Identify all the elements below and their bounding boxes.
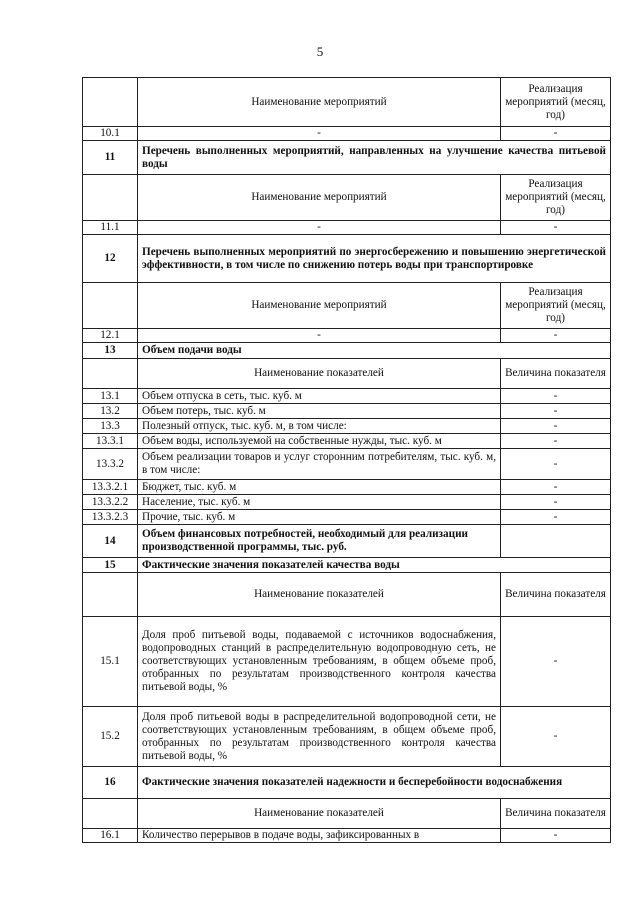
column-header-name: Наименование показателей (138, 573, 501, 617)
table-subheader-row (83, 359, 611, 389)
section-number: 12 (83, 235, 138, 283)
row-number: 11.1 (83, 221, 138, 235)
table-subheader-row (83, 78, 611, 127)
section-number: 15 (83, 558, 138, 573)
row-number: 12.1 (83, 329, 138, 343)
row-text: Доля проб питьевой воды в распределительной водопроводной сети, не соответствующих установленным требованиям, в общем объеме проб, отобранных по результатам производственного контроля качества питьевой воды, % (138, 707, 501, 767)
row-number: 13.3.2 (83, 449, 138, 480)
row-number: 13.3.2.3 (83, 510, 138, 525)
empty-cell (83, 799, 138, 829)
table-row (83, 419, 611, 434)
table-row (83, 389, 611, 404)
section-title: Объем финансовых потребностей, необходимый для реализации производственной программы, тыс. руб. (138, 525, 501, 558)
column-header-value: Величина показателя (501, 573, 611, 617)
row-number: 13.3.2.2 (83, 495, 138, 510)
row-number: 13.2 (83, 404, 138, 419)
table-row (83, 329, 611, 343)
row-value: - (501, 495, 611, 510)
page-number: 5 (316, 44, 324, 59)
empty-cell (83, 78, 138, 127)
table-row (83, 449, 611, 480)
section-row (83, 767, 611, 799)
row-text: Доля проб питьевой воды, подаваемой с источников водоснабжения, водопроводных станций в распределительную водопроводную сеть, не соответствующих установленным требованиям, в общем объеме проб, отобранных по результатам производственного контроля качества питьевой воды, % (138, 617, 501, 707)
row-number: 15.2 (83, 707, 138, 767)
section-title: Объем подачи воды (138, 343, 611, 359)
row-text: Бюджет, тыс. куб. м (138, 480, 501, 495)
table-row (83, 510, 611, 525)
section-row (83, 141, 611, 175)
row-value: - (501, 329, 611, 343)
row-value: - (501, 449, 611, 480)
section-number: 16 (83, 767, 138, 799)
row-value: - (501, 434, 611, 449)
row-value: - (501, 389, 611, 404)
section-number: 13 (83, 343, 138, 359)
section-title: Перечень выполненных мероприятий, направленных на улучшение качества питьевой воды (138, 141, 611, 175)
row-text: Объем воды, используемой на собственные нужды, тыс. куб. м (138, 434, 501, 449)
row-number: 10.1 (83, 127, 138, 141)
table-row (83, 495, 611, 510)
section-row (83, 558, 611, 573)
row-text: Прочие, тыс. куб. м (138, 510, 501, 525)
row-value: - (501, 480, 611, 495)
column-header-value: Реализация мероприятий (месяц, год) (501, 175, 611, 221)
row-text: - (138, 221, 501, 235)
row-number: 16.1 (83, 829, 138, 843)
row-text: Население, тыс. куб. м (138, 495, 501, 510)
table-row (83, 221, 611, 235)
row-text: - (138, 127, 501, 141)
column-header-value: Реализация мероприятий (месяц, год) (501, 78, 611, 127)
column-header-name: Наименование мероприятий (138, 78, 501, 127)
column-header-value: Реализация мероприятий (месяц, год) (501, 283, 611, 329)
column-header-value: Величина показателя (501, 799, 611, 829)
section-number: 11 (83, 141, 138, 175)
section-title: Перечень выполненных мероприятий по энергосбережению и повышению энергетической эффективности, в том числе по снижению потерь воды при транспортировке (138, 235, 611, 283)
section-title: Фактические значения показателей качества воды (138, 558, 611, 573)
row-text: Количество перерывов в подаче воды, зафиксированных в (138, 829, 501, 843)
table-subheader-row (83, 573, 611, 617)
column-header-name: Наименование мероприятий (138, 175, 501, 221)
row-text: Объем реализации товаров и услуг сторонним потребителям, тыс. куб. м, в том числе: (138, 449, 501, 480)
production-program-table (82, 77, 611, 843)
section-title: Фактические значения показателей надежности и бесперебойности водоснабжения (138, 767, 611, 799)
row-text: Объем потерь, тыс. куб. м (138, 404, 501, 419)
row-number: 13.3 (83, 419, 138, 434)
column-header-value: Величина показателя (501, 359, 611, 389)
empty-cell (83, 283, 138, 329)
row-value: - (501, 707, 611, 767)
column-header-name: Наименование показателей (138, 799, 501, 829)
empty-cell (83, 573, 138, 617)
table-row (83, 127, 611, 141)
table-row (83, 434, 611, 449)
section-row (83, 525, 611, 558)
row-value: - (501, 617, 611, 707)
row-number: 15.1 (83, 617, 138, 707)
row-text: Объем отпуска в сеть, тыс. куб. м (138, 389, 501, 404)
column-header-name: Наименование мероприятий (138, 283, 501, 329)
table-subheader-row (83, 175, 611, 221)
table-row (83, 404, 611, 419)
column-header-name: Наименование показателей (138, 359, 501, 389)
row-number: 13.3.2.1 (83, 480, 138, 495)
row-value: - (501, 829, 611, 843)
row-number: 13.1 (83, 389, 138, 404)
empty-cell (83, 175, 138, 221)
table-row (83, 829, 611, 843)
table-row (83, 617, 611, 707)
table-subheader-row (83, 799, 611, 829)
row-value: - (501, 419, 611, 434)
section-number: 14 (83, 525, 138, 558)
row-text: - (138, 329, 501, 343)
section-row (83, 235, 611, 283)
row-value: - (501, 127, 611, 141)
row-number: 13.3.1 (83, 434, 138, 449)
empty-cell (83, 359, 138, 389)
row-text: Полезный отпуск, тыс. куб. м, в том числе: (138, 419, 501, 434)
row-value: - (501, 221, 611, 235)
table-row (83, 707, 611, 767)
row-value: - (501, 404, 611, 419)
section-row (83, 343, 611, 359)
section-value (501, 525, 611, 558)
table-row (83, 480, 611, 495)
table-subheader-row (83, 283, 611, 329)
row-value: - (501, 510, 611, 525)
